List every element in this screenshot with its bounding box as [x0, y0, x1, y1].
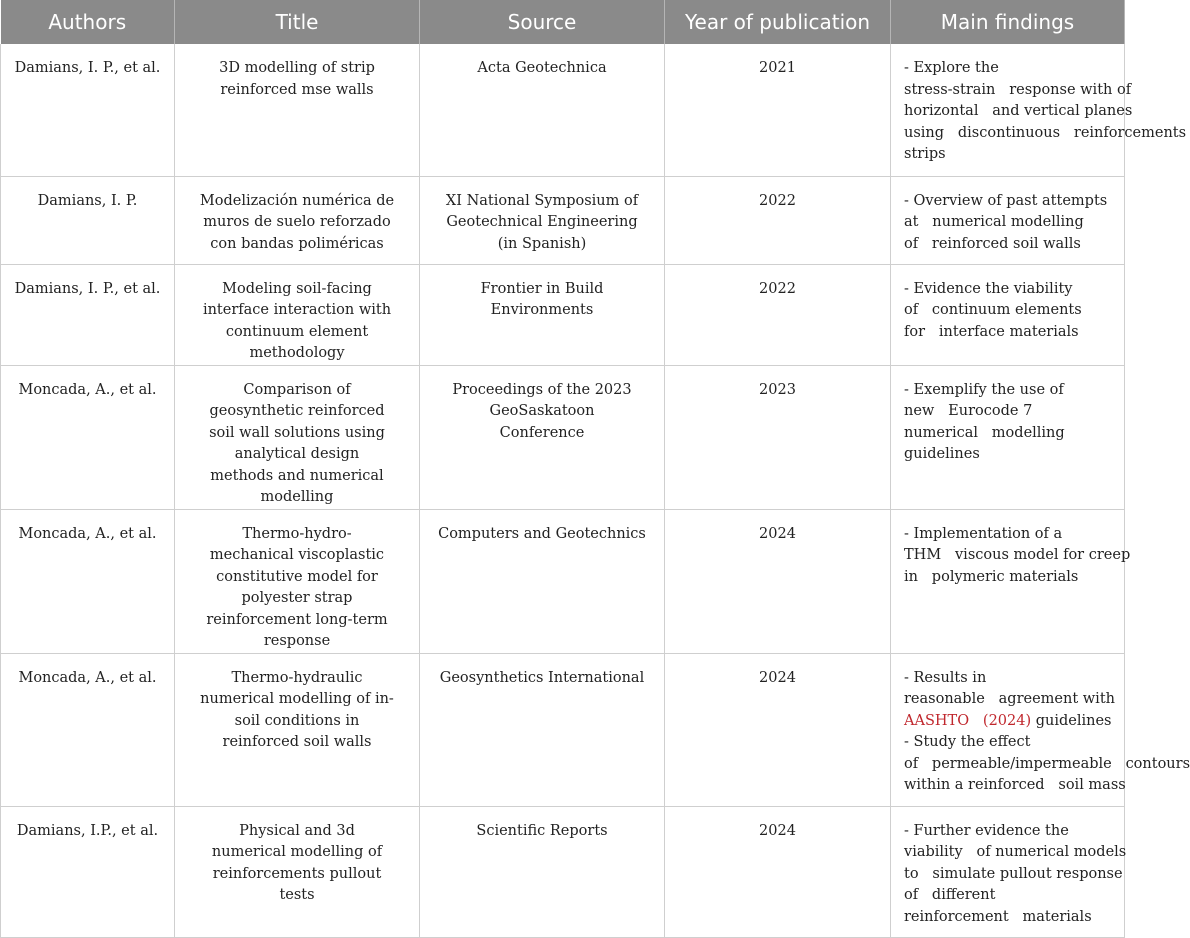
- header-authors[interactable]: Authors: [1, 0, 175, 44]
- cell-authors: Moncada, A., et al.: [1, 365, 175, 509]
- cell-authors: Moncada, A., et al.: [1, 653, 175, 806]
- finding-line: - Overview of past attempts: [904, 192, 1108, 209]
- cell-year: 2024: [665, 653, 891, 806]
- table-row: [1, 44, 1125, 176]
- finding-line: strips: [904, 146, 946, 162]
- finding-line: THM viscous model for creep: [904, 547, 1131, 563]
- finding-line: for interface materials: [904, 323, 1079, 340]
- cell-authors: Moncada, A., et al.: [1, 509, 175, 653]
- cell-authors: Damians, I. P., et al.: [1, 44, 175, 176]
- cell-authors: Damians, I.P., et al.: [1, 806, 175, 937]
- table-row: [1, 264, 1125, 365]
- reference-link[interactable]: AASHTO (2024): [904, 712, 1032, 729]
- finding-line: within a reinforced soil mass: [904, 777, 1126, 793]
- cell-findings: [891, 264, 1125, 365]
- header-row: [1, 0, 1125, 44]
- finding-line: using discontinuous reinforcements: [904, 124, 1187, 141]
- finding-line: in polymeric materials: [904, 568, 1079, 585]
- cell-year: 2022: [665, 264, 891, 365]
- table-row: [1, 365, 1125, 509]
- finding-line: horizontal and vertical planes: [904, 103, 1133, 119]
- finding-line: at numerical modelling: [904, 214, 1084, 230]
- cell-year: 2023: [665, 365, 891, 509]
- finding-line: reinforcement materials: [904, 908, 1092, 925]
- cell-title: Thermo-hydraulic numerical modelling of in-soil conditions in reinforced soil walls: [175, 653, 420, 806]
- cell-source: XI National Symposium of Geotechnical Engineering (in Spanish): [420, 176, 665, 264]
- cell-source: Proceedings of the 2023 GeoSaskatoon Conference: [420, 365, 665, 509]
- cell-source: Acta Geotechnica: [420, 44, 665, 176]
- finding-line: numerical modelling: [904, 424, 1065, 441]
- cell-source: Frontier in Build Environments: [420, 264, 665, 365]
- finding-line: of permeable/impermeable contours: [904, 755, 1190, 772]
- header-title[interactable]: Title: [175, 0, 420, 44]
- finding-line: - Further evidence the: [904, 822, 1069, 839]
- cell-findings: [891, 509, 1131, 653]
- finding-line: - Implementation of a: [904, 525, 1063, 542]
- cell-authors: Damians, I. P.: [1, 176, 175, 264]
- finding-line: of reinforced soil walls: [904, 235, 1081, 252]
- cell-year: 2024: [665, 806, 891, 937]
- header-year[interactable]: Year of publication: [665, 0, 891, 44]
- cell-findings: [891, 806, 1125, 937]
- finding-line: guidelines: [904, 446, 980, 462]
- cell-source: Scientific Reports: [420, 806, 665, 937]
- cell-findings: [891, 176, 1125, 264]
- cell-year: 2024: [665, 509, 891, 653]
- finding-line: of different: [904, 887, 996, 903]
- header-source[interactable]: Source: [420, 0, 665, 44]
- finding-line: - Study the effect: [904, 734, 1031, 750]
- finding-line: of continuum elements: [904, 302, 1082, 318]
- header-findings[interactable]: Main findings: [891, 0, 1125, 44]
- finding-line: [904, 711, 1124, 733]
- cell-year: 2022: [665, 176, 891, 264]
- finding-line: - Exemplify the use of: [904, 381, 1064, 398]
- finding-line: reasonable agreement with: [904, 691, 1115, 707]
- cell-source: Computers and Geotechnics: [420, 509, 665, 653]
- cell-source: Geosynthetics International: [420, 653, 665, 806]
- table-row: [1, 653, 1125, 806]
- finding-line: stress-strain response with of: [904, 81, 1132, 98]
- finding-line: - Evidence the viability: [904, 280, 1073, 297]
- table-row: [1, 509, 1125, 653]
- cell-title: Modelización numérica de muros de suelo reforzado con bandas poliméricas: [175, 176, 420, 264]
- cell-findings: [891, 44, 1187, 176]
- cell-title: Comparison of geosynthetic reinforced soil wall solutions using analytical design methods and numerical modelling: [175, 365, 420, 509]
- cell-title: Modeling soil-facing interface interaction with continuum element methodology: [175, 264, 420, 365]
- finding-line: viability of numerical models: [904, 844, 1127, 860]
- cell-findings: [891, 365, 1125, 509]
- cell-authors: Damians, I. P., et al.: [1, 264, 175, 365]
- cell-title: Physical and 3d numerical modelling of reinforcements pullout tests: [175, 806, 420, 937]
- table-row: [1, 806, 1125, 937]
- table-row: [1, 176, 1125, 264]
- finding-line: new Eurocode 7: [904, 403, 1033, 419]
- finding-line: to simulate pullout response: [904, 865, 1123, 882]
- cell-title: 3D modelling of strip reinforced mse walls: [175, 44, 420, 176]
- finding-line: - Explore the: [904, 60, 999, 76]
- finding-text: guidelines: [1031, 712, 1112, 729]
- finding-line: - Results in: [904, 669, 987, 686]
- cell-year: 2021: [665, 44, 891, 176]
- cell-title: Thermo-hydro-mechanical viscoplastic constitutive model for polyester strap reinforcement long-term response: [175, 509, 420, 653]
- cell-findings: [891, 653, 1190, 806]
